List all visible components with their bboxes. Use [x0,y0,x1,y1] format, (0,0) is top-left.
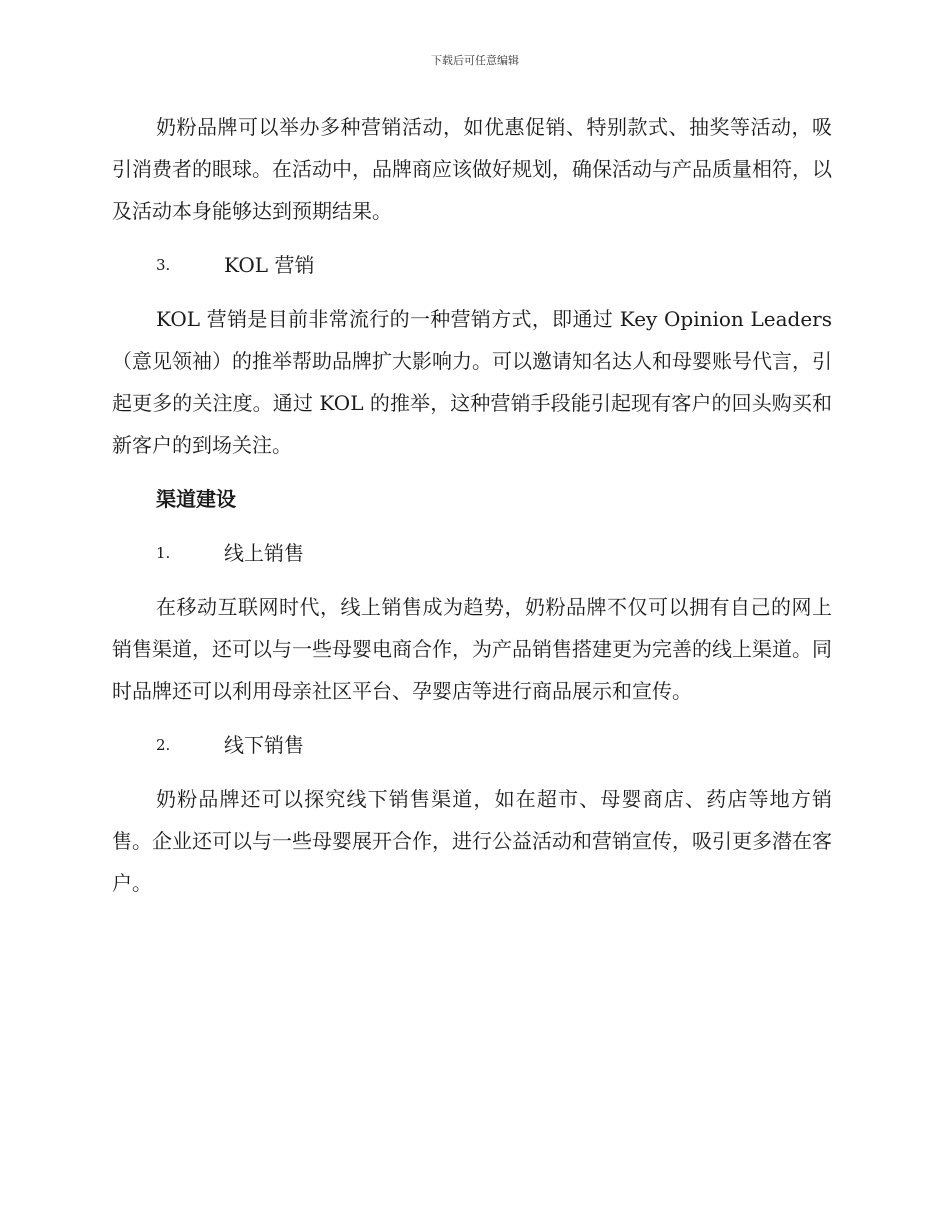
section-heading-channel: 渠道建设 [156,487,236,511]
document-body [112,106,832,904]
list-item-online [112,532,832,574]
list-number: 1. [156,544,171,562]
list-number: 2. [156,736,171,754]
list-item-kol [112,244,832,286]
list-label: KOL 营销 [224,253,315,277]
list-item-offline [112,724,832,766]
paragraph-online: 在移动互联网时代，线上销售成为趋势，奶粉品牌不仅可以拥有自己的网上销售渠道，还可以与一些母婴电商合作，为产品销售搭建更为完善的线上渠道。同时品牌还可以利用母亲社区平台、孕婴店等进行商品展示和宣传。 [112,595,832,703]
paragraph-promotion: 奶粉品牌可以举办多种营销活动，如优惠促销、特别款式、抽奖等活动，吸引消费者的眼球。在活动中，品牌商应该做好规划，确保活动与产品质量相符，以及活动本身能够达到预期结果。 [112,115,832,223]
list-label: 线下销售 [224,733,304,757]
list-number: 3. [156,256,171,274]
paragraph-kol: KOL 营销是目前非常流行的一种营销方式，即通过 Key Opinion Leaders（意见领袖）的推举帮助品牌扩大影响力。可以邀请知名达人和母婴账号代言，引起更多的关注度。通过 KOL 的推举，这种营销手段能引起现有客户的回头购买和新客户的到场关注。 [112,307,832,457]
list-label: 线上销售 [224,541,304,565]
paragraph-offline: 奶粉品牌还可以探究线下销售渠道，如在超市、母婴商店、药店等地方销售。企业还可以与一些母婴展开合作，进行公益活动和营销宣传，吸引更多潜在客户。 [112,787,832,895]
page-header: 下载后可任意编辑 [431,54,519,67]
